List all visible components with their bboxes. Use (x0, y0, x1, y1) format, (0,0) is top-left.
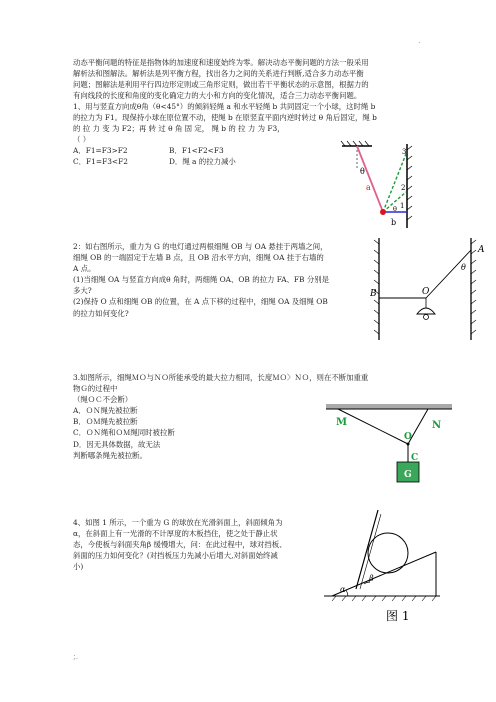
q3-knot (407, 443, 410, 446)
q2-line: 2：如右图所示，重力为 G 的电灯通过两根细绳 OB 与 OA 悬挂于两墙之间， (73, 242, 328, 251)
q1-label-a: a (366, 183, 371, 192)
q1-line: （ ） (73, 135, 91, 145)
q1-option-b: B．F1<F2<F3 (169, 146, 224, 156)
q2-figure (370, 236, 490, 342)
q1-label-theta-small: θ (393, 205, 397, 213)
q2-line: (1)当细绳 OA 与竖直方向成θ 角时，两细绳 OA、OB 的拉力 FA、FB 分别是 (73, 275, 330, 285)
q4-label-alpha: α (340, 585, 346, 594)
q3-figure (320, 400, 455, 490)
intro-paragraph (73, 57, 433, 101)
question-2 (73, 241, 373, 319)
q1-line: 的拉力为 F1。现保持小球在原位置不动，使绳 b 在原竖直平面内逆时转过 θ 角后固定，绳 b (73, 113, 377, 123)
q3-line: C．ＯＮ绳和ＯＭ绳同时被拉断 (73, 428, 175, 438)
footer-mark: ;. (73, 652, 79, 661)
q1-label-3: 3 (402, 148, 407, 156)
q1-option-d: D．绳 a 的拉力减小 (169, 157, 236, 167)
intro-line: 动态平衡问题的特征是指物体的加速度和速度始终为零。解决动态平衡问题的方法一般采用 (73, 58, 369, 67)
q2-label-B: B (370, 289, 377, 299)
intro-line: 解析法和图解法。解析法是列平衡方程，找出各力之间的关系进行判断,适合多力动态平衡 (73, 69, 364, 79)
q3-line: （绳ＯＣ不会断） (73, 395, 133, 405)
q3-ceiling (326, 404, 452, 409)
q3-line: D．因无具体数据，故无法 (73, 439, 161, 449)
q4-figure (318, 504, 444, 626)
q1-rope-a (357, 146, 383, 212)
q3-line: 物Ｇ的过程中 (73, 384, 118, 394)
q2-label-A: A (478, 245, 485, 255)
q1-option-a: A．F1=F3>F2 (73, 146, 128, 156)
q4-line: α，在斜面上有一光滑的不计厚度的木板挡住，使之处于静止状 (73, 529, 278, 539)
q1-label-2: 2 (401, 184, 406, 192)
q4-label-beta: β (369, 574, 374, 583)
q3-label-N: N (432, 420, 442, 431)
q4-board (356, 510, 378, 589)
q2-line: 细绳 OB 的一端固定于左墙 B 点，且 OB 沿水平方向，细绳 OA 挂于右墙的 (73, 253, 324, 263)
q2-line: A 点。 (73, 264, 96, 274)
q3-line: 3.如图所示，细绳ＭＯ与ＮＯ所能承受的最大拉力相同，长度ＭＯ〉ＮＯ，则在不断加重重 (73, 373, 369, 382)
q2-lamp-bulb (424, 315, 429, 320)
intro-line: 问题；图解法是利用平行四边形定则或三角形定则，做出若干平衡状态的示意图，根据力的 (73, 80, 369, 90)
q2-label-O: O (422, 287, 430, 297)
q2-line: 的拉力如何变化? (73, 308, 129, 318)
q2-label-theta: θ (461, 263, 466, 272)
q3-label-O: O (404, 432, 412, 442)
q3-line: 判断哪条绳先被拉断。 (73, 450, 147, 460)
q3-label-C: C (411, 453, 419, 463)
q3-rope-mo (338, 409, 408, 444)
q4-ground-hatch (332, 596, 436, 601)
q4-alpha-arc (346, 590, 348, 596)
q4-line: 4、如图 1 所示，一个重为 G 的球放在光滑斜面上，斜面倾角为 (73, 518, 283, 527)
q1-figure (330, 140, 420, 230)
q3-line: B．ＯＭ绳先被拉断 (73, 417, 138, 427)
q1-ball (380, 209, 386, 215)
q4-line: 态，今使板与斜面夹角β 缓慢增大，问：在此过程中，球对挡板、 (73, 540, 287, 550)
q1-label-1: 1 (400, 202, 405, 210)
q1-label-theta: θ (360, 167, 365, 176)
q4-caption: 图 1 (386, 609, 410, 623)
q4-line: 小) (73, 562, 84, 572)
q2-line: 多大? (73, 286, 92, 296)
intro-line: 有向线段的长度和角度的变化确定力的大小和方向的变化情况，适合三力动态平衡问题。 (73, 91, 362, 101)
q2-line: (2)保持 O 点和细绳 OB 的位置，在 A 点下移的过程中，细绳 OA 及细绳 OB (73, 297, 328, 307)
q1-line: 的 拉 力 变 为 F2；再 转 过 θ 角 固 定， 绳 b 的 拉 力 为 F3， (73, 124, 285, 134)
q3-line: A．ＯＮ绳先被拉断 (73, 406, 138, 416)
q3-label-M: M (336, 417, 348, 428)
q1-label-b: b (391, 218, 397, 227)
q3-label-G: G (404, 470, 412, 480)
question-4 (73, 517, 313, 572)
q1-option-c: C．F1=F3<F2 (73, 157, 128, 167)
q2-lamp-shade (417, 308, 435, 314)
q4-incline (332, 552, 436, 596)
header-mark: . (418, 36, 421, 45)
q4-line: 斜面的压力如何变化？(对挡板压力先减小后增大,对斜面始终减 (73, 551, 278, 561)
q2-rope-oa (426, 250, 471, 298)
q1-line: 1、用与竖直方向成θ角（θ<45°）的倾斜轻绳 a 和水平轻绳 b 共同固定一个小球，这时绳 b (73, 102, 376, 111)
